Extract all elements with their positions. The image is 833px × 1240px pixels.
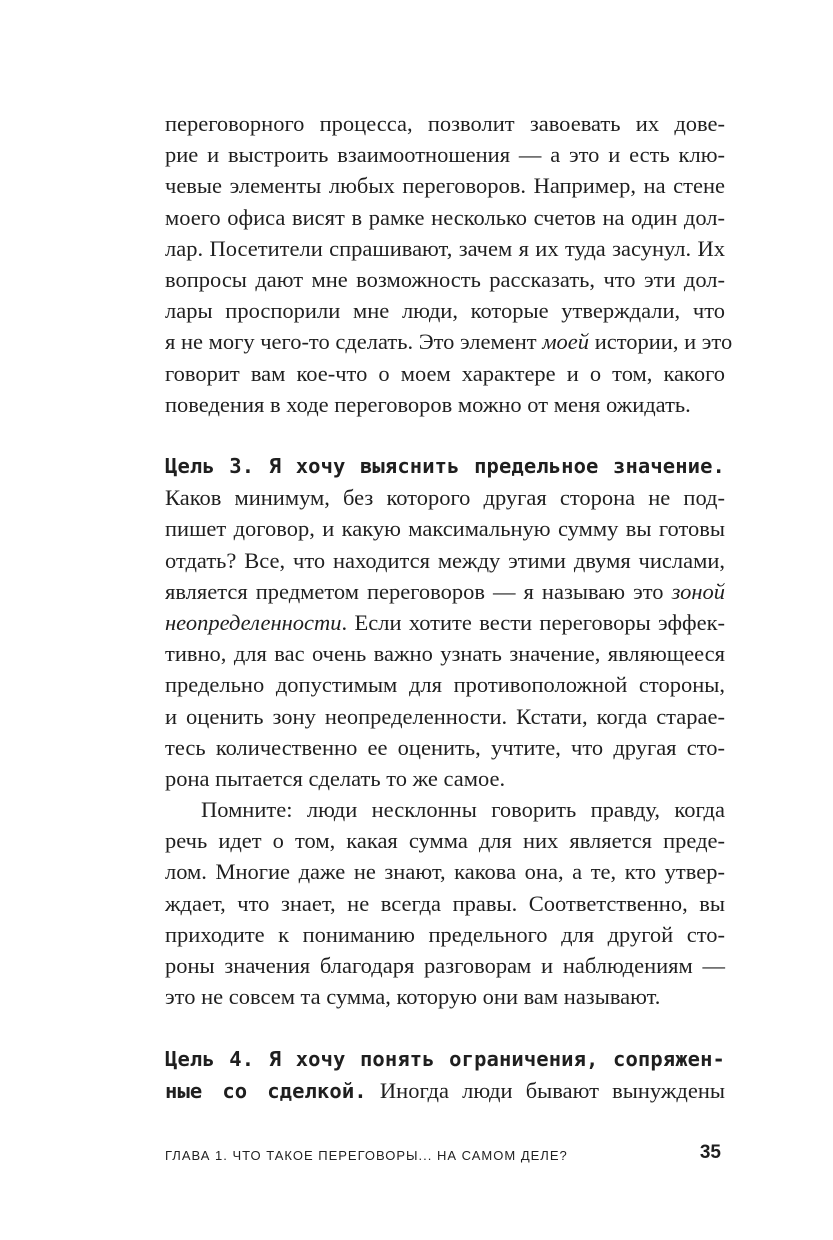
text-line: поведения в ходе переговоров можно от меня ожидать.: [165, 391, 691, 417]
text-line: лары проспорили мне люди, которые утверждали, что: [165, 298, 725, 324]
goal-4-heading-end: ные со сделкой.: [165, 1079, 367, 1104]
text-block-intro: [165, 108, 733, 420]
text-line: говорит вам кое-что о моем характере и о том, какого: [165, 360, 725, 386]
text-line: приходите к пониманию предельного для другой сто-: [165, 921, 725, 947]
text-line: тесь количественно ее оценить, учтите, что другая сто-: [165, 734, 725, 760]
text-line: вопросы дают мне возможность рассказать, что эти дол-: [165, 266, 725, 292]
chapter-running-title: ГЛАВА 1. ЧТО ТАКОЕ ПЕРЕГОВОРЫ... НА САМОМ ДЕЛЕ?: [165, 1148, 568, 1163]
text-line: речь идет о том, какая сумма для них является преде-: [165, 828, 725, 854]
text-line: рие и выстроить взаимоотношения — а это и есть клю-: [165, 142, 725, 168]
text-line: [165, 1075, 725, 1106]
goal-3-heading: Цель 3. Я хочу выяснить предельное значение.: [165, 454, 725, 478]
text-line: лар. Посетители спрашивают, зачем я их туда засунул. Их: [165, 235, 725, 261]
goal-3-section: [165, 451, 725, 1012]
text-line: ждает, что знает, не всегда правы. Соответственно, вы: [165, 890, 725, 916]
text-line: рона пытается сделать то же самое.: [165, 765, 506, 791]
text-segment: . Если хотите вести переговоры эффек-: [341, 609, 725, 635]
italic-term: зоной: [671, 578, 725, 604]
text-line: Помните: люди несклонны говорить правду, когда: [201, 797, 725, 823]
text-line: отдать? Все, что находится между этими двумя числами,: [165, 547, 725, 573]
text-line: Каков минимум, без которого другая сторона не под-: [165, 485, 725, 511]
text-line: это не совсем та сумма, которую они вам называют.: [165, 984, 661, 1010]
page-footer: [165, 1142, 721, 1168]
goal-4-heading: Цель 4. Я хочу понять ограничения, сопряжен-: [165, 1047, 725, 1071]
text-line: пишет договор, и какую максимальную сумму вы готовы: [165, 516, 725, 542]
page-number: 35: [699, 1142, 721, 1163]
text-segment: Иногда люди бывают вынуждены: [379, 1078, 725, 1104]
text-line: предельно допустимым для противоположной стороны,: [165, 672, 725, 698]
text-line: переговорного процесса, позволит завоевать их дове-: [165, 111, 725, 136]
text-segment: истории, и это: [589, 329, 733, 355]
text-line: чевые элементы любых переговоров. Например, на стене: [165, 173, 725, 199]
italic-term: неопределенности: [165, 609, 342, 635]
text-line: моего офиса висят в рамке несколько счетов на один дол-: [165, 204, 725, 230]
text-line: тивно, для вас очень важно узнать значение, являющееся: [165, 641, 725, 667]
text-line: [165, 576, 725, 607]
italic-word: моей: [542, 329, 590, 355]
text-line: лом. Многие даже не знают, какова она, а те, кто утвер-: [165, 859, 725, 885]
text-line: и оценить зону неопределенности. Кстати, когда старае-: [165, 703, 725, 729]
goal-4-section: [165, 1044, 725, 1106]
text-line: роны значения благодаря разговорам и наблюдениям —: [165, 953, 725, 978]
text-line: [165, 326, 733, 357]
text-line: [165, 607, 725, 638]
text-segment: является предметом переговоров — я называю это: [165, 578, 672, 604]
text-segment: я не могу чего-то сделать. Это элемент: [165, 329, 543, 355]
